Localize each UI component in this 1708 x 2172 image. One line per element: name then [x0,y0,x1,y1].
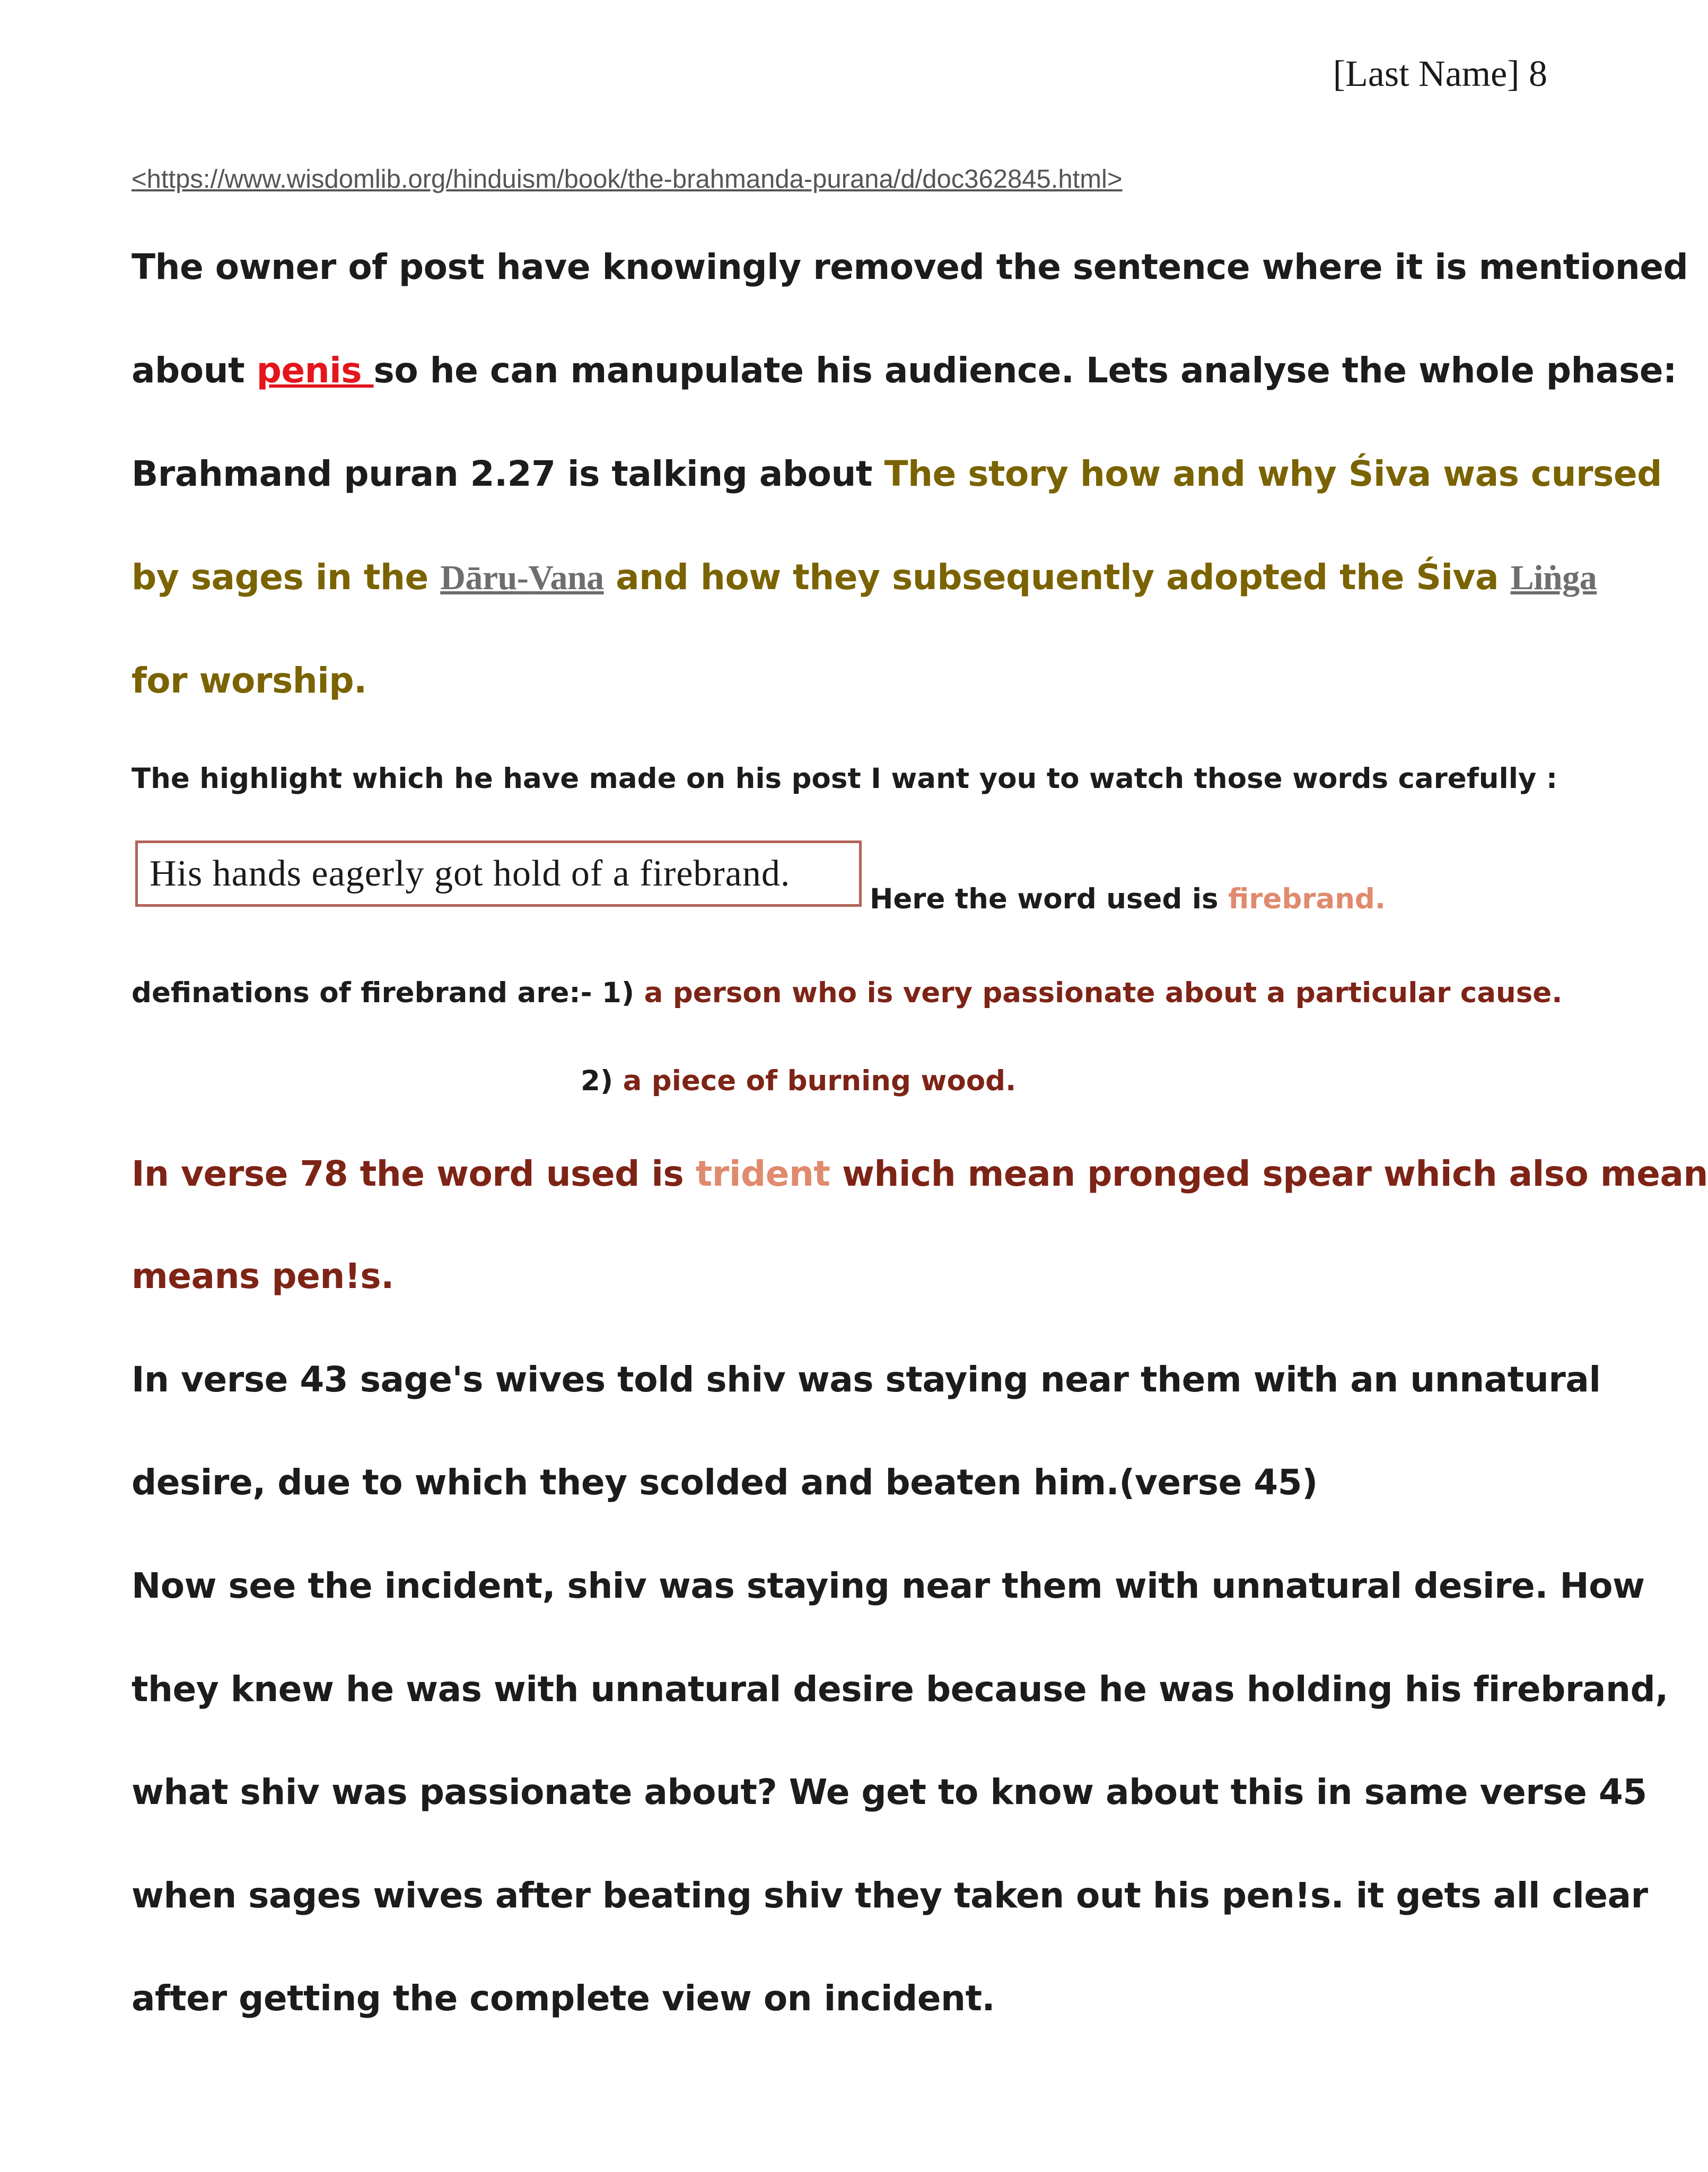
definition-prefix: definations of firebrand are:- 1) [132,977,644,1009]
para1-line2-end: so he can manupulate his audience. Lets analyse the whole phase: [373,350,1677,391]
daru-vana-dash: - [516,558,529,597]
penis-highlight: penis [256,350,374,391]
verse78-line1 [132,1153,1708,1194]
definition-2-text: a piece of burning wood. [623,1065,1017,1097]
verse43-line1: In verse 43 sage's wives told shiv was staying near them with an unnatural [132,1359,1601,1400]
para2-line1-story: The story how and why Śiva was cursed [884,453,1662,494]
para1-line2-start: about [132,350,257,391]
definition-2 [581,1065,1016,1097]
para1-line1: The owner of post have knowingly removed the sentence where it is mentioned [132,247,1688,287]
page-header: [Last Name] 8 [1333,54,1547,94]
vana-link[interactable]: Vana [528,558,604,597]
para2-line3: for worship. [132,660,367,701]
verse43-line2: desire, due to which they scolded and beaten him.(verse 45) [132,1462,1318,1503]
definition-2-number: 2) [581,1065,623,1097]
para2-line2-start: by sages in the [132,557,441,598]
incident-line2: they knew he was with unnatural desire because he was holding his firebrand, [132,1669,1668,1710]
firebrand-word: firebrand. [1228,883,1386,915]
verse78-start: In verse 78 the word used is [132,1153,696,1194]
quote-text: His hands eagerly got hold of a firebrand. [150,853,791,894]
trident-word: trident [695,1153,830,1194]
incident-line5: after getting the complete view on incident. [132,1978,995,2019]
linga-link[interactable]: Liṅga [1510,558,1597,597]
verse78-line2: means pen!s. [132,1256,394,1297]
definition-1-text: a person who is very passionate about a particular cause. [644,977,1563,1009]
daru-link[interactable]: Dāru [440,558,517,597]
source-link[interactable]: <https://www.wisdomlib.org/hinduism/book/the-brahmanda-purana/d/doc362845.html> [132,165,1123,194]
firebrand-note [870,883,1386,915]
quoted-screenshot-box [135,840,862,907]
para2-line2 [132,557,1597,598]
verse78-end: which mean pronged spear which also mean [830,1153,1708,1194]
highlight-intro: The highlight which he have made on his post I want you to watch those words carefully : [132,763,1558,795]
para2-line1-start: Brahmand puran 2.27 is talking about [132,453,884,494]
para2-line2-middle: and how they subsequently adopted the Śiva [603,557,1511,598]
firebrand-note-text: Here the word used is [870,883,1228,915]
incident-line1: Now see the incident, shiv was staying near them with unnatural desire. How [132,1565,1645,1606]
para2-line1 [132,453,1662,494]
incident-line3: what shiv was passionate about? We get to know about this in same verse 45 [132,1772,1647,1812]
incident-line4: when sages wives after beating shiv they taken out his pen!s. it gets all clear [132,1875,1648,1916]
definition-1 [132,977,1562,1009]
para1-line2 [132,350,1677,391]
